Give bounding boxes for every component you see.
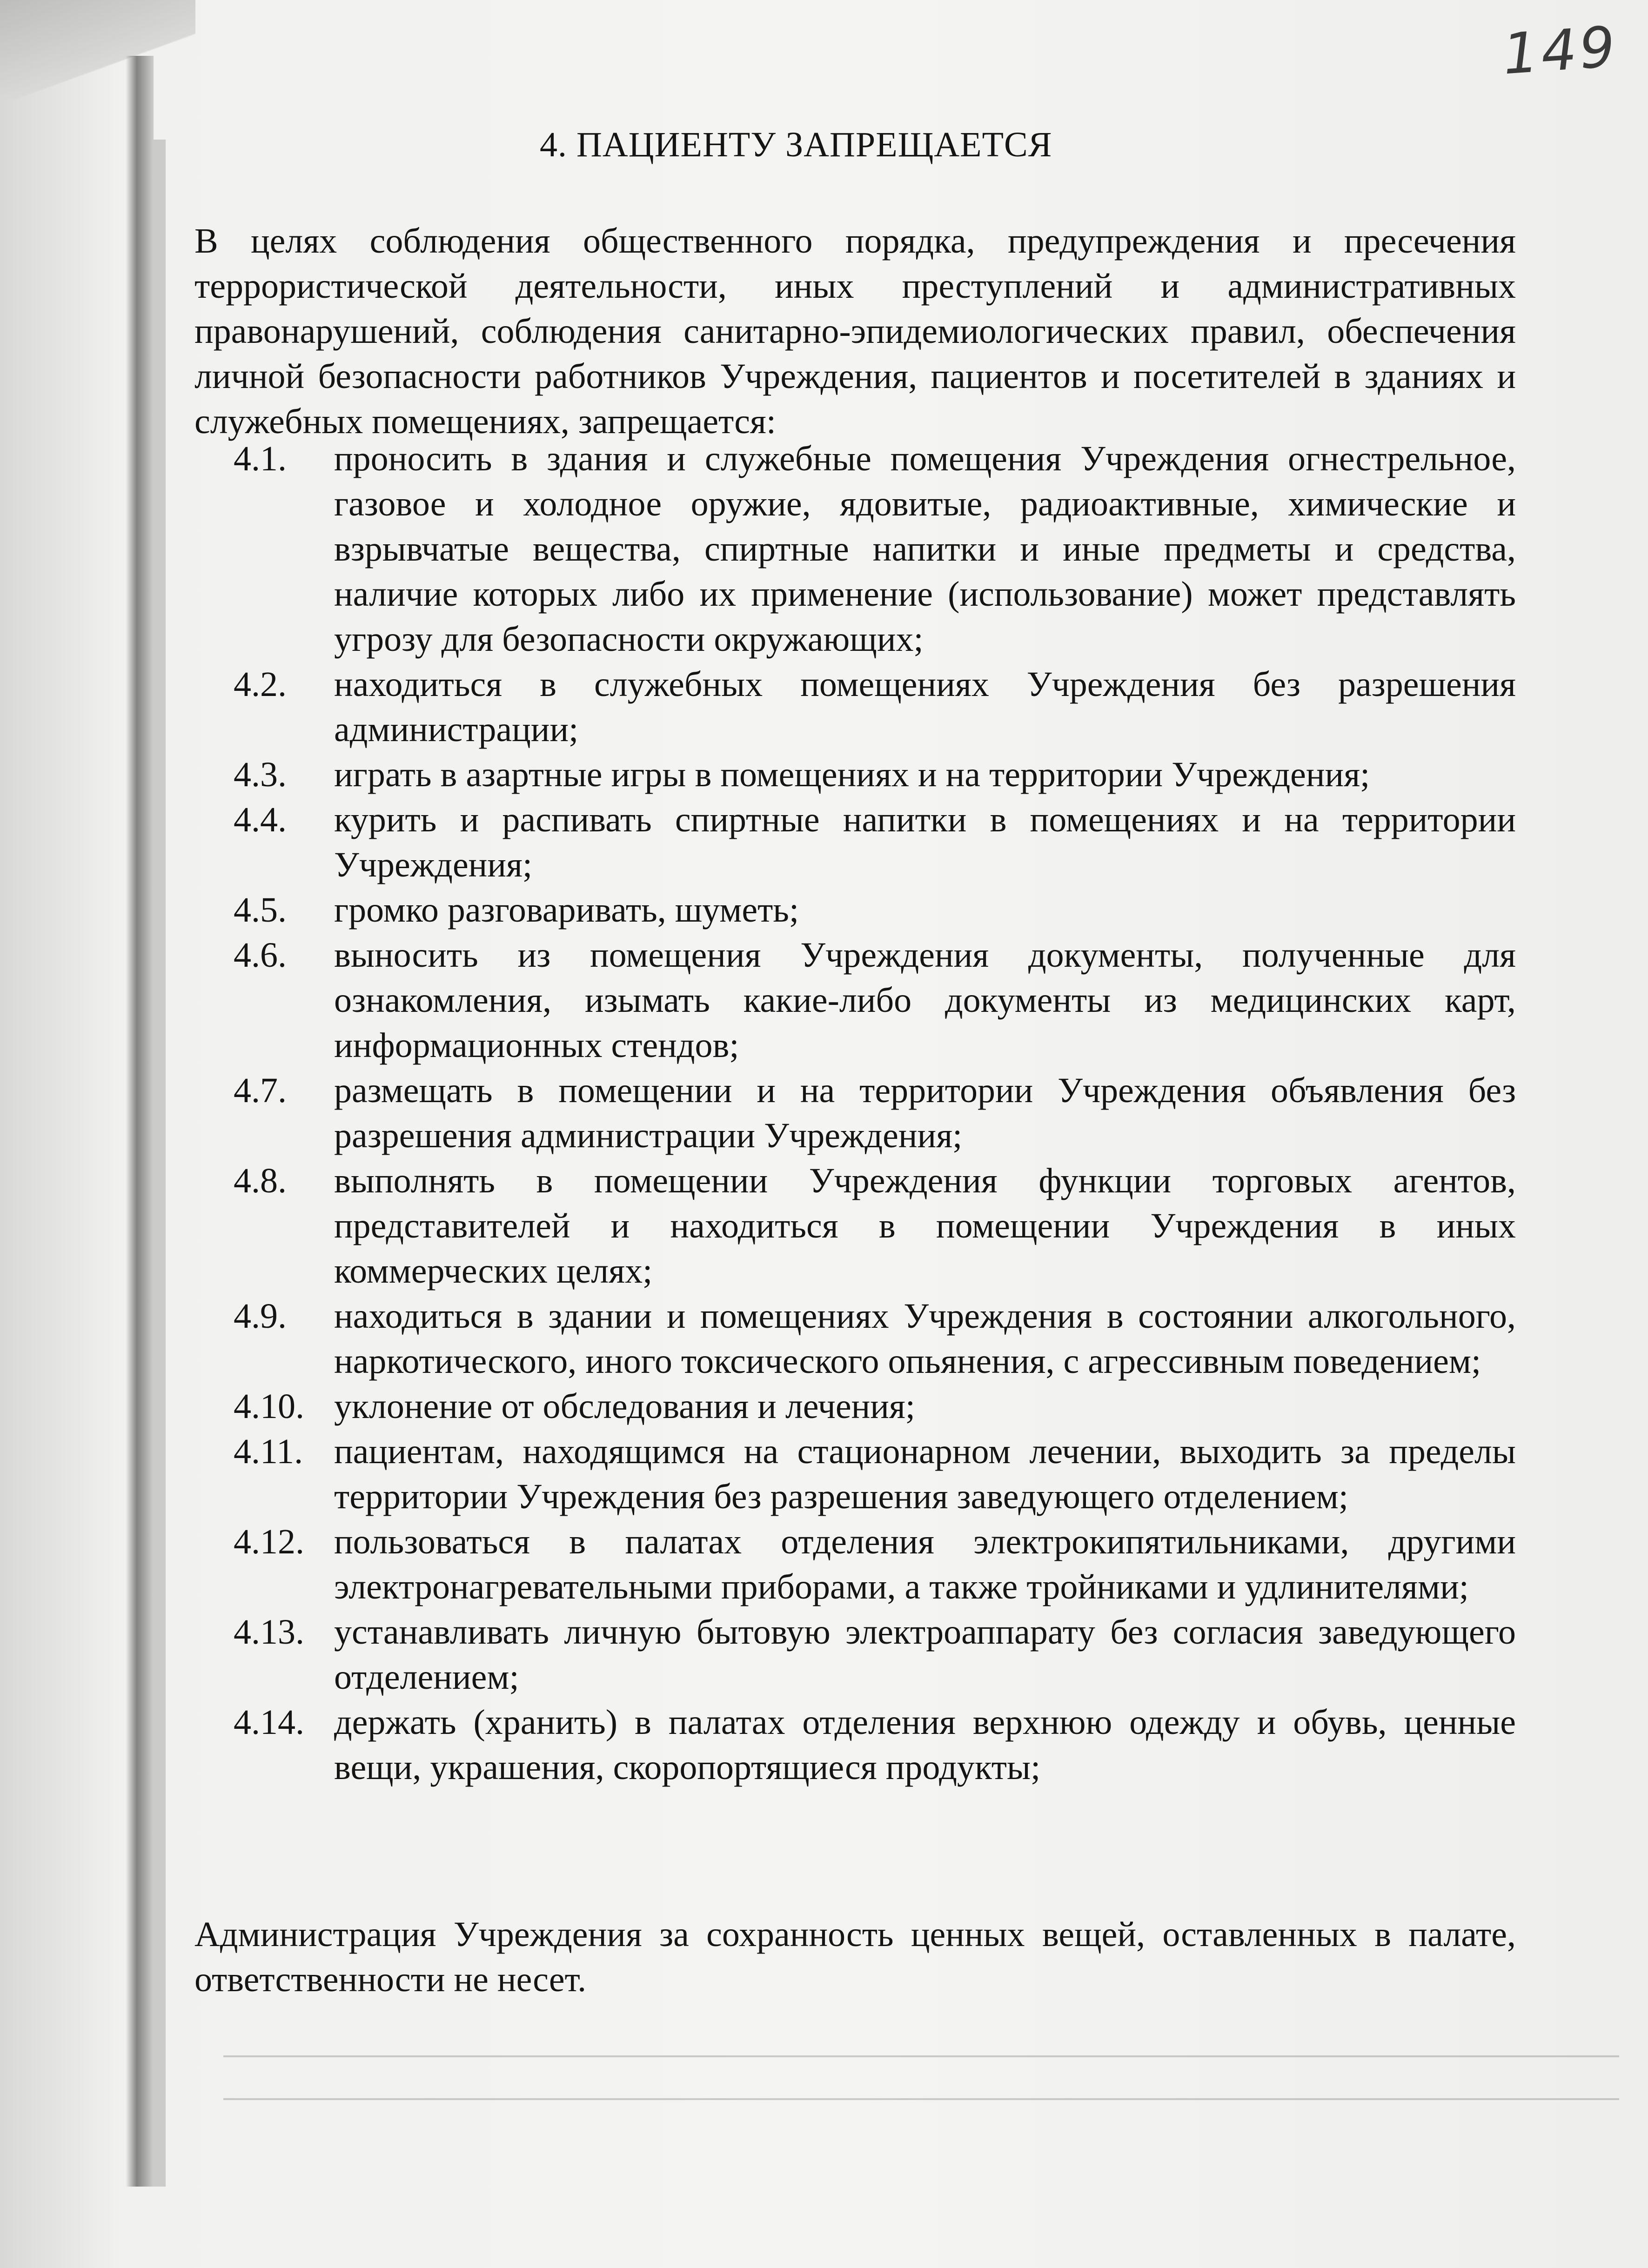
list-item xyxy=(194,1519,1516,1610)
item-number: 4.3. xyxy=(234,755,287,794)
item-number: 4.5. xyxy=(234,890,287,930)
section-title: 4. ПАЦИЕНТУ ЗАПРЕЩАЕТСЯ xyxy=(540,125,1052,164)
item-text: выполнять в помещении Учреждения функции торговых агентов, представителей и находиться в помещении Учреждения в иных коммерческих целях; xyxy=(334,1161,1516,1291)
list-item xyxy=(194,888,1516,933)
item-text: проносить в здания и служебные помещения Учреждения огнестрельное, газовое и холодное оружие, ядовитые, радиоактивные, химические и взрывчатые вещества, спиртные напитки и иные предметы и средства, наличие которых либо их применение (использование) может представлять угрозу для безопасности окружающих; xyxy=(334,439,1516,659)
item-text: выносить из помещения Учреждения документы, полученные для ознакомления, изымать какие-либо документы из медицинских карт, информационных стендов; xyxy=(334,936,1516,1065)
binding-edge-shadow xyxy=(126,56,154,2187)
item-text: громко разговаривать, шуметь; xyxy=(334,890,799,930)
item-text: устанавливать личную бытовую электроаппарату без согласия заведующего отделением; xyxy=(334,1612,1516,1697)
list-item xyxy=(194,1068,1516,1158)
item-number: 4.9. xyxy=(234,1297,287,1336)
item-text: держать (хранить) в палатах отделения верхнюю одежду и обувь, ценные вещи, украшения, скоропортящиеся продукты; xyxy=(334,1703,1516,1787)
item-number: 4.11. xyxy=(234,1432,303,1471)
item-text: уклонение от обследования и лечения; xyxy=(334,1387,915,1426)
bleed-through-line xyxy=(223,2055,1619,2057)
bleed-through-line xyxy=(223,2098,1619,2100)
item-text: находиться в здании и помещениях Учреждения в состоянии алкогольного, наркотического, иного токсического опьянения, с агрессивным поведением; xyxy=(334,1297,1516,1381)
page-corner-shadow xyxy=(0,0,195,102)
list-item xyxy=(194,1700,1516,1790)
item-text: пациентам, находящимся на стационарном лечении, выходить за пределы территории Учреждения без разрешения заведующего отделением; xyxy=(334,1432,1516,1516)
list-item xyxy=(194,1610,1516,1700)
item-number: 4.1. xyxy=(234,439,287,478)
item-number: 4.6. xyxy=(234,936,287,975)
list-item xyxy=(194,1294,1516,1384)
list-item xyxy=(194,1429,1516,1519)
item-text: находиться в служебных помещениях Учреждения без разрешения администрации; xyxy=(334,665,1516,749)
closing-paragraph: Администрация Учреждения за сохранность ценных вещей, оставленных в палате, ответственности не несет. xyxy=(194,1915,1516,1999)
page-number: 149 xyxy=(1501,14,1620,87)
item-number: 4.2. xyxy=(234,665,287,704)
item-text: играть в азартные игры в помещениях и на территории Учреждения; xyxy=(334,755,1370,794)
item-number: 4.7. xyxy=(234,1071,287,1110)
item-text: курить и распивать спиртные напитки в помещениях и на территории Учреждения; xyxy=(334,800,1516,884)
binding-edge-streak xyxy=(154,140,166,2187)
item-number: 4.4. xyxy=(234,800,287,839)
item-number: 4.12. xyxy=(234,1522,304,1561)
item-number: 4.13. xyxy=(234,1612,304,1652)
list-item xyxy=(194,752,1516,797)
item-number: 4.8. xyxy=(234,1161,287,1200)
list-item xyxy=(194,797,1516,888)
list-item xyxy=(194,436,1516,662)
list-item xyxy=(194,1158,1516,1294)
item-text: размещать в помещении и на территории Учреждения объявления без разрешения администрации Учреждения; xyxy=(334,1071,1516,1155)
list-item xyxy=(194,662,1516,752)
item-text: пользоваться в палатах отделения электрокипятильниками, другими электронагревательными приборами, а также тройниками и удлинителями; xyxy=(334,1522,1516,1606)
list-item xyxy=(194,1384,1516,1429)
prohibitions-list xyxy=(194,436,1516,1790)
item-number: 4.14. xyxy=(234,1703,304,1742)
list-item xyxy=(194,933,1516,1068)
item-number: 4.10. xyxy=(234,1387,304,1426)
intro-paragraph: В целях соблюдения общественного порядка, предупреждения и пресечения террористической деятельности, иных преступлений и административных правонарушений, соблюдения санитарно-эпидемиологических правил, обеспечения личной безопасности работников Учреждения, пациентов и посетителей в зданиях и служебных помещениях, запрещается: xyxy=(194,221,1516,441)
